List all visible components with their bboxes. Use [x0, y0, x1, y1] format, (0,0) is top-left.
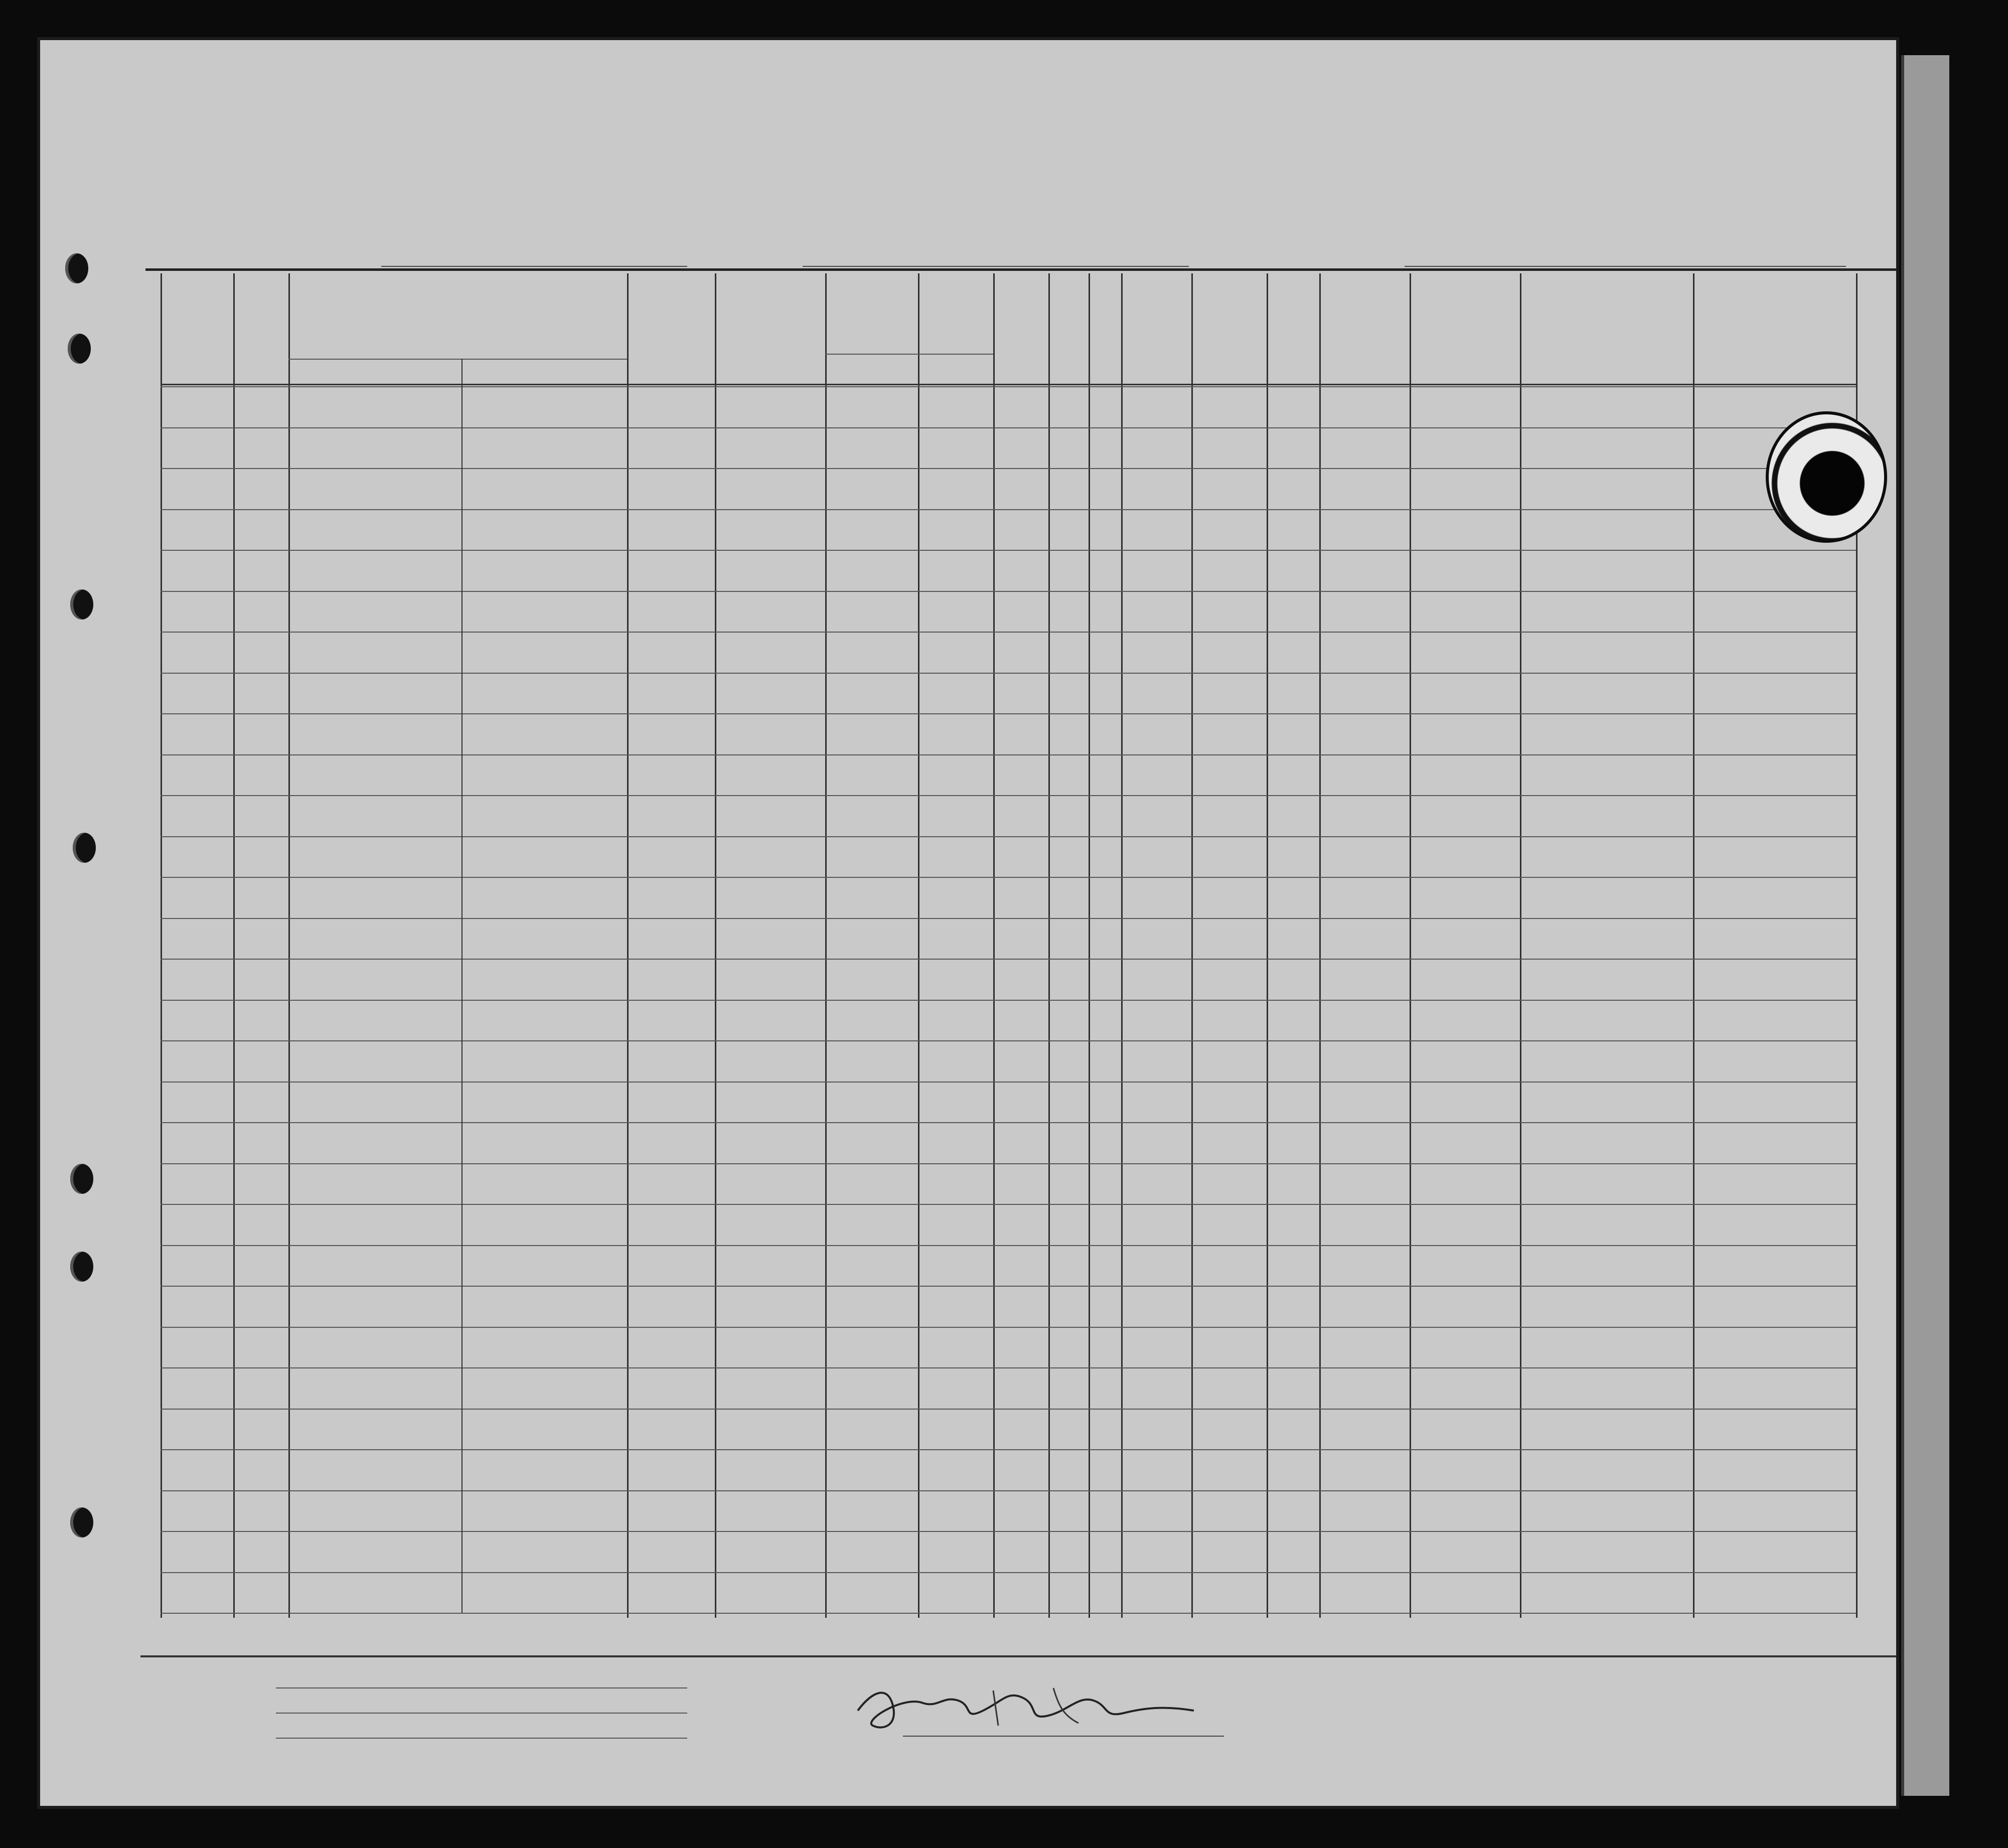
binder-hole	[65, 253, 88, 283]
date-underline	[998, 266, 1189, 267]
row-rule	[161, 1531, 1856, 1532]
row-rule	[161, 632, 1856, 633]
column-rule	[1693, 273, 1694, 1618]
column-rule	[1121, 273, 1123, 1618]
row-rule	[161, 468, 1856, 469]
column-rule	[1191, 273, 1193, 1618]
vessel-underline	[381, 266, 687, 267]
row-rule	[161, 386, 1856, 387]
name-subcolumn-rule	[461, 359, 462, 1613]
row-rule	[161, 1327, 1856, 1328]
row-rule	[161, 795, 1856, 796]
row-rule	[161, 836, 1856, 837]
row-rule	[161, 1000, 1856, 1001]
row-rule	[161, 1163, 1856, 1164]
row-rule	[161, 1245, 1856, 1246]
column-rule	[161, 273, 162, 1618]
row-rule	[161, 959, 1856, 960]
row-rule	[161, 1082, 1856, 1083]
line-underline	[276, 1687, 687, 1688]
binder-hole	[70, 1252, 93, 1282]
row-rule	[161, 754, 1856, 755]
row-rule	[161, 1572, 1856, 1573]
column-rule	[1319, 273, 1321, 1618]
row-rule	[161, 1286, 1856, 1287]
row-rule	[161, 550, 1856, 551]
column-rule	[1048, 273, 1050, 1618]
row-rule	[161, 713, 1856, 714]
column-rule	[1410, 273, 1411, 1618]
signature-line	[903, 1736, 1224, 1737]
from-port-underline	[1405, 266, 1846, 267]
name-subheader-rule	[288, 359, 627, 360]
binder-hole	[68, 334, 91, 364]
row-rule	[161, 1122, 1856, 1123]
agents-underline	[276, 1738, 687, 1739]
column-rule	[1089, 273, 1090, 1618]
row-rule	[161, 1040, 1856, 1041]
footer-rule	[140, 1655, 1896, 1657]
back-sheet-edge	[1901, 55, 1949, 1796]
row-rule	[161, 918, 1856, 919]
inspector-signature	[843, 1675, 1224, 1741]
manifest-sheet	[40, 40, 1896, 1806]
table-top-rule	[145, 268, 1896, 271]
binder-hole	[70, 1164, 93, 1194]
column-rule	[1267, 273, 1268, 1618]
header-rule	[161, 384, 1856, 385]
column-rule	[627, 273, 629, 1618]
consulate-stamp	[1766, 411, 1887, 543]
shipped-subheader-rule	[825, 354, 993, 355]
row-rule	[161, 427, 1856, 428]
column-rule	[993, 273, 995, 1618]
row-rule	[161, 1490, 1856, 1491]
row-rule	[161, 673, 1856, 674]
column-rule	[918, 273, 919, 1618]
row-rule	[161, 1204, 1856, 1205]
owners-underline	[276, 1713, 687, 1714]
row-rule	[161, 1449, 1856, 1450]
row-rule	[161, 1367, 1856, 1368]
row-rule	[161, 1613, 1856, 1614]
column-rule	[825, 273, 827, 1618]
binder-hole	[70, 589, 93, 620]
row-rule	[161, 509, 1856, 510]
row-rule	[161, 877, 1856, 878]
row-rule	[161, 591, 1856, 592]
binder-hole	[70, 1507, 93, 1537]
column-rule	[233, 273, 235, 1618]
column-rule	[1520, 273, 1521, 1618]
column-rule	[288, 273, 290, 1618]
binder-hole	[73, 833, 96, 863]
arriving-underline	[803, 266, 1003, 267]
row-rule	[161, 1409, 1856, 1410]
column-rule	[715, 273, 716, 1618]
